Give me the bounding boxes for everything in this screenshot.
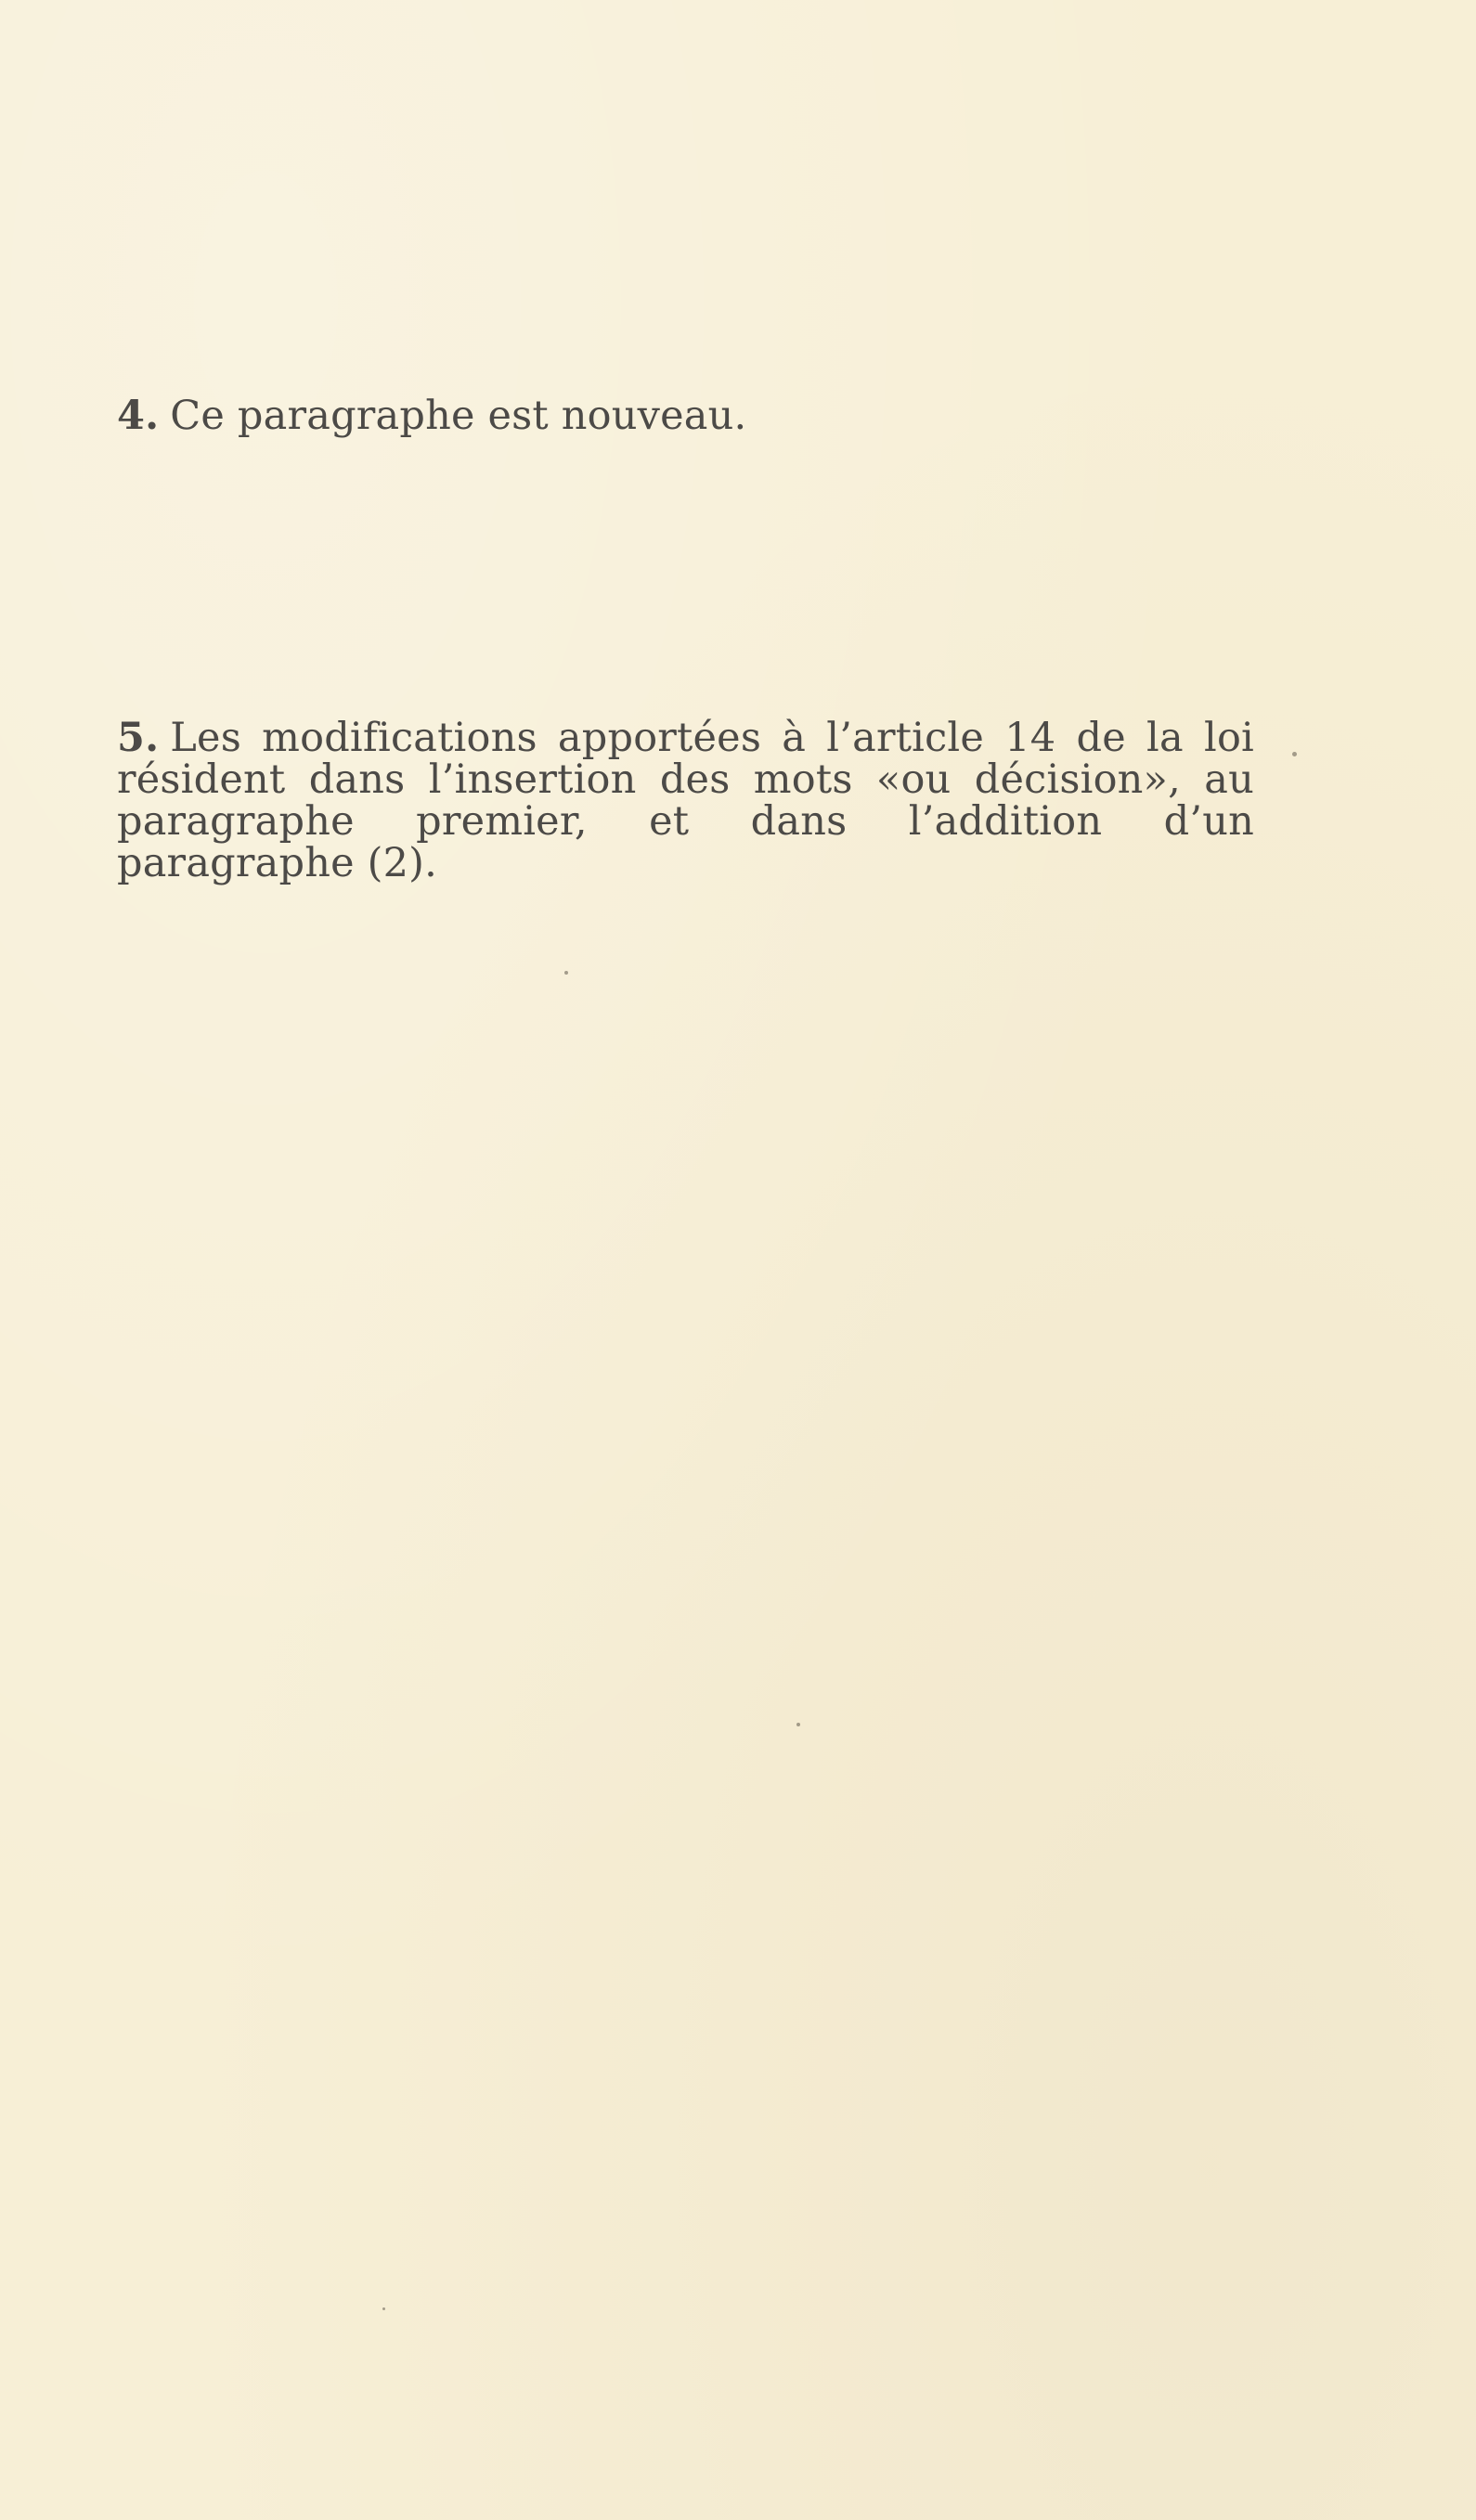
paper-speck <box>1292 752 1297 756</box>
note-text: Ce paragraphe est nouveau. <box>170 393 747 439</box>
explanatory-note-5 <box>117 717 1254 885</box>
paper-speck <box>796 1723 800 1726</box>
paper-speck <box>382 2307 385 2310</box>
note-text: Les modifications apportées à l’article 14 de la loi résident dans l’insertion des mots «ou décision», au paragraphe premier, et dans l’addition d’un paragraphe (2). <box>117 715 1254 886</box>
explanatory-note-4 <box>117 395 1254 437</box>
note-number: 5. <box>117 715 160 761</box>
note-number: 4. <box>117 393 160 439</box>
paper-speck <box>564 971 568 975</box>
